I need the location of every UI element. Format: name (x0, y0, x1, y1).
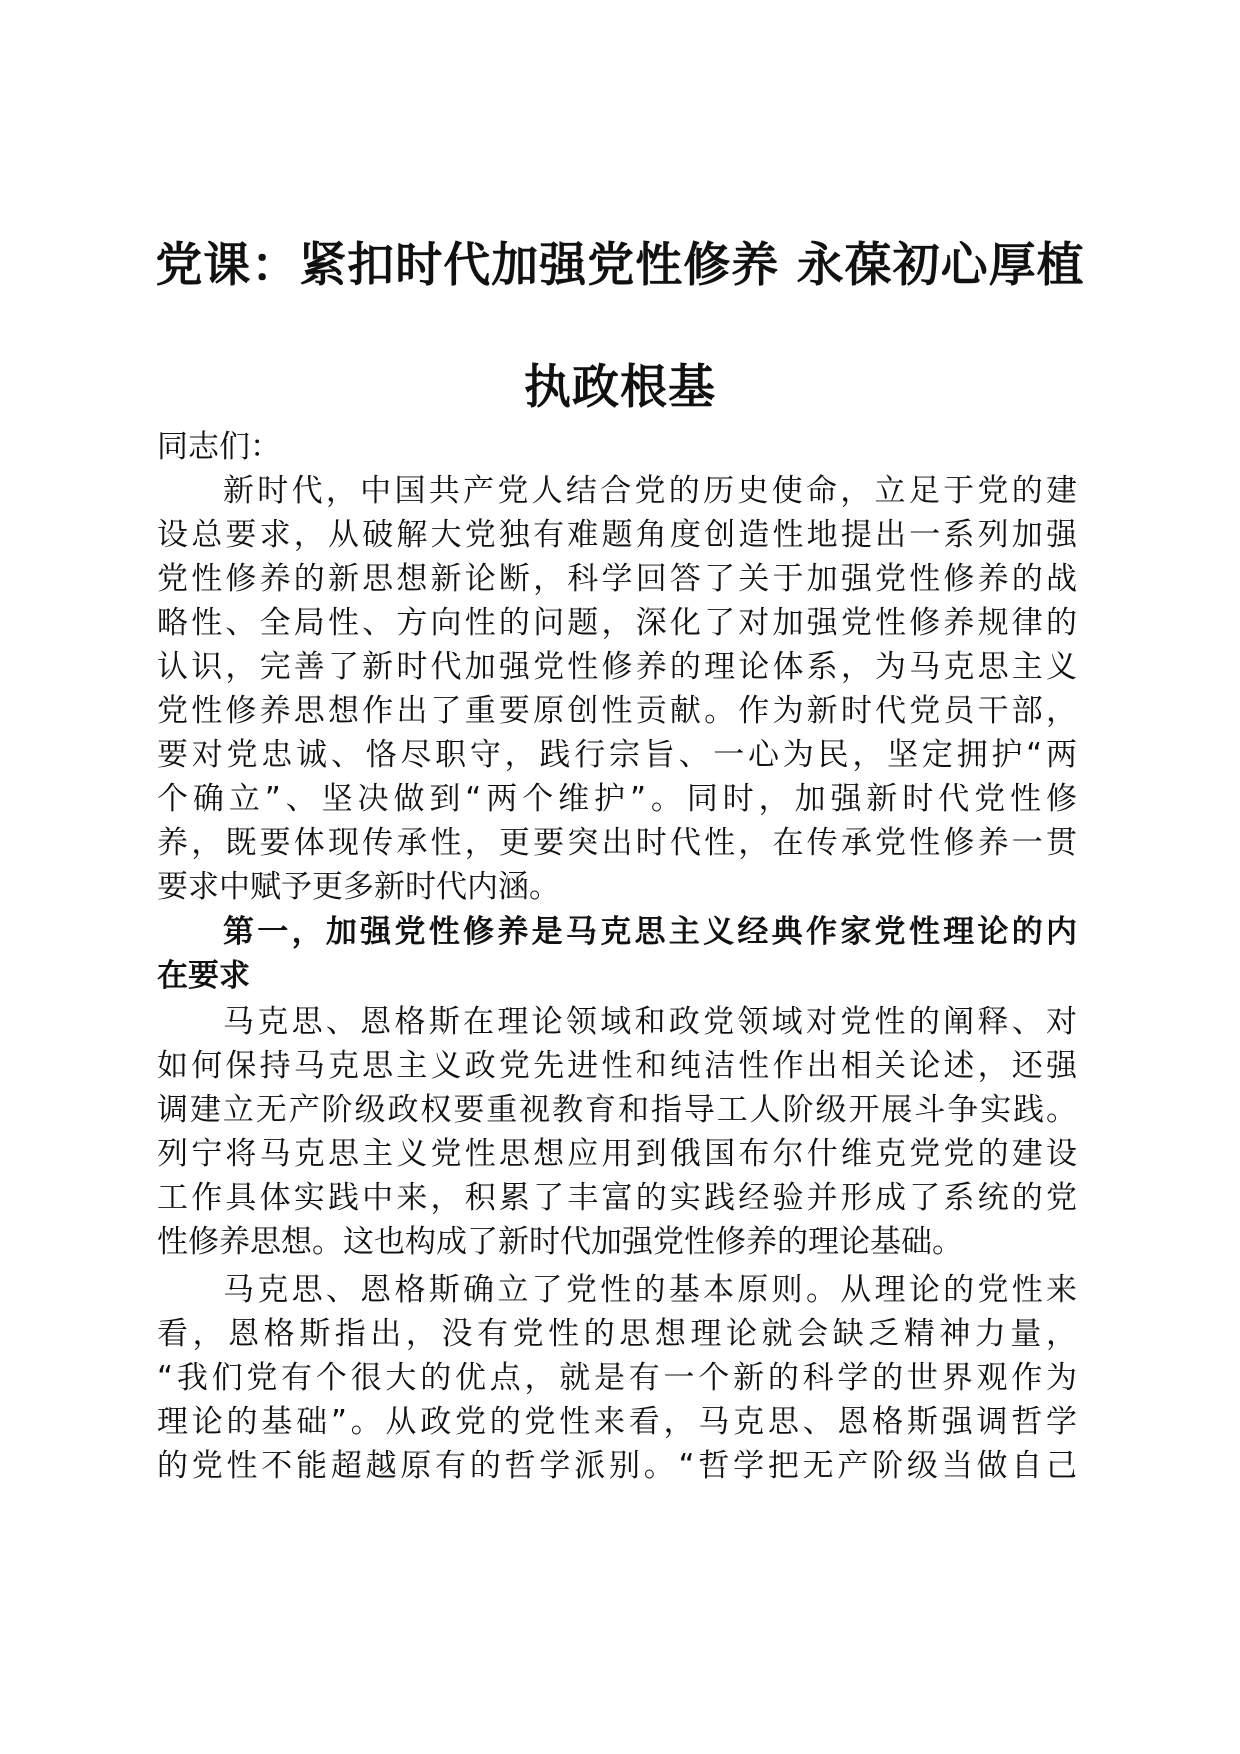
paragraph-line: 个确立”、坚决做到“两个维护”。同时，加强新时代党性修 (157, 781, 1077, 817)
paragraph-line: 理论的基础”。从政党的党性来看，马克思、恩格斯强调哲学 (157, 1404, 1077, 1440)
paragraph-line: 看，恩格斯指出，没有党性的思想理论就会缺乏精神力量， (157, 1316, 1077, 1352)
section-heading-line: 在要求 (157, 958, 250, 994)
salutation: 同志们： (157, 429, 281, 465)
paragraph-line: 马克思、恩格斯在理论领域和政党领域对党性的阐释、对 (223, 1004, 1077, 1040)
paragraph-line: 略性、全局性、方向性的问题，深化了对加强党性修养规律的 (157, 605, 1077, 641)
paragraph-line: 工作具体实践中来，积累了丰富的实践经验并形成了系统的党 (157, 1180, 1077, 1216)
paragraph-line: 的党性不能超越原有的哲学派别。“哲学把无产阶级当做自己 (157, 1448, 1077, 1484)
paragraph-line: 列宁将马克思主义党性思想应用到俄国布尔什维克党党的建设 (157, 1136, 1077, 1172)
paragraph-line: 马克思、恩格斯确立了党性的基本原则。从理论的党性来 (223, 1272, 1077, 1308)
paragraph-line: 要求中赋予更多新时代内涵。 (157, 869, 560, 905)
paragraph-line: 党性修养思想作出了重要原创性贡献。作为新时代党员干部， (157, 693, 1077, 729)
paragraph-line: 要对党忠诚、恪尽职守，践行宗旨、一心为民，坚定拥护“两 (157, 737, 1077, 773)
paragraph-line: 认识，完善了新时代加强党性修养的理论体系，为马克思主义 (157, 649, 1077, 685)
paragraph-line: 如何保持马克思主义政党先进性和纯洁性作出相关论述，还强 (157, 1048, 1077, 1084)
paragraph-line: 设总要求，从破解大党独有难题角度创造性地提出一系列加强 (157, 517, 1077, 553)
paragraph-line: 性修养思想。这也构成了新时代加强党性修养的理论基础。 (157, 1224, 963, 1260)
paragraph-line: “我们党有个很大的优点，就是有一个新的科学的世界观作为 (157, 1360, 1077, 1396)
paragraph-line: 调建立无产阶级政权要重视教育和指导工人阶级开展斗争实践。 (157, 1092, 1077, 1128)
paragraph-line: 养，既要体现传承性，更要突出时代性，在传承党性修养一贯 (157, 825, 1077, 861)
section-heading-line: 第一，加强党性修养是马克思主义经典作家党性理论的内 (223, 914, 1077, 950)
paragraph-line: 党性修养的新思想新论断，科学回答了关于加强党性修养的战 (157, 561, 1077, 597)
document-title-line-1: 党课：紧扣时代加强党性修养 永葆初心厚植 (155, 238, 1085, 293)
document-title-line-2: 执政根基 (524, 360, 716, 415)
paragraph-line: 新时代，中国共产党人结合党的历史使命，立足于党的建 (223, 473, 1077, 509)
